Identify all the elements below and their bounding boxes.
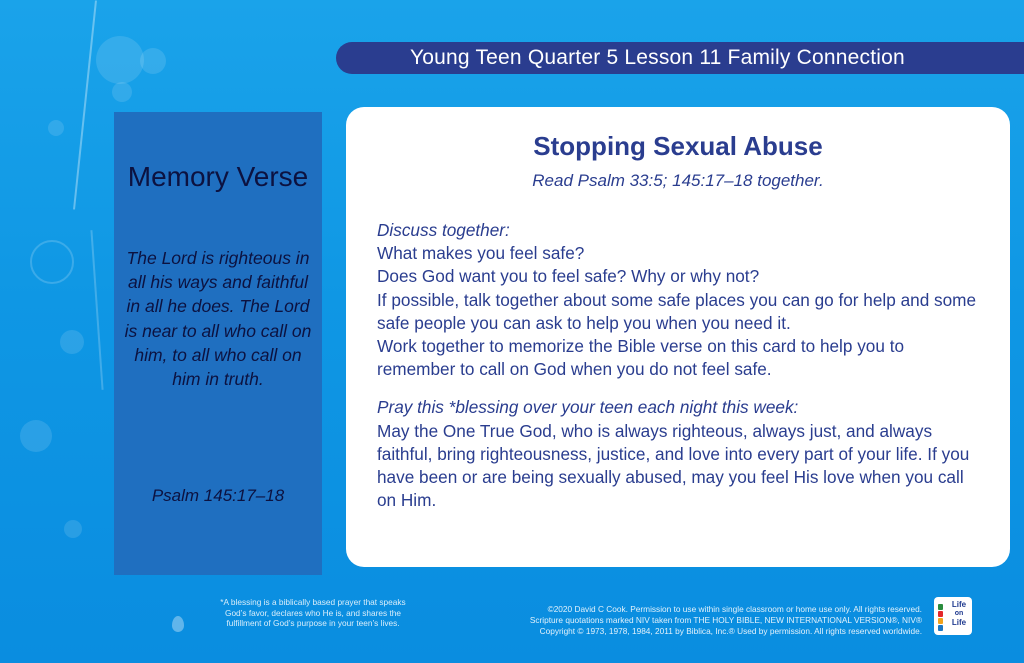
logo-text bbox=[947, 600, 971, 628]
copyright-line: Copyright © 1973, 1978, 1984, 2011 by Biblica, Inc.® Used by permission. All rights reserved worldwide. bbox=[539, 625, 922, 636]
background-bubble bbox=[96, 36, 144, 84]
memory-verse-reference: Psalm 145:17–18 bbox=[151, 486, 285, 505]
background-streak bbox=[73, 0, 97, 209]
background-streak bbox=[90, 230, 103, 390]
discuss-item: What makes you feel safe? bbox=[377, 243, 585, 264]
background-bubble bbox=[20, 420, 52, 452]
footnote-line: fulfillment of God’s purpose in your teen’s lives. bbox=[226, 618, 400, 628]
discuss-item: Does God want you to feel safe? Why or why not? bbox=[377, 266, 760, 287]
lesson-subtitle: Read Psalm 33:5; 145:17–18 together. bbox=[532, 171, 824, 190]
logo-mark-icon bbox=[938, 604, 946, 630]
background-bubble bbox=[112, 82, 132, 102]
lesson-body bbox=[377, 219, 987, 512]
background-bubble bbox=[140, 48, 166, 74]
lesson-title: Stopping Sexual Abuse bbox=[533, 131, 823, 161]
background-bubble bbox=[64, 520, 82, 538]
discuss-item: Work together to memorize the Bible verse on this card to help you to remember to call on God when you do not feel safe. bbox=[377, 336, 905, 380]
memory-verse-text: The Lord is righteous in all his ways and faithful in all he does. The Lord is near to all who call on him, to all who call on him in truth. bbox=[124, 248, 312, 390]
memory-verse-title: Memory Verse bbox=[127, 161, 309, 192]
pray-heading: Pray this *blessing over your teen each night this week: bbox=[377, 397, 799, 418]
lesson-card bbox=[346, 107, 1010, 567]
copyright-notice bbox=[448, 604, 922, 636]
logo-line: Life bbox=[951, 618, 967, 627]
copyright-line: Scripture quotations marked NIV taken from THE HOLY BIBLE, NEW INTERNATIONAL VERSION®, NIV® bbox=[529, 614, 922, 625]
copyright-line: ©2020 David C Cook. Permission to use within single classroom or home use only. All rights reserved. bbox=[547, 604, 922, 614]
blessing-footnote bbox=[200, 597, 426, 629]
logo-line: Life bbox=[951, 600, 967, 609]
footnote-line: God’s favor, declares who He is, and shares the bbox=[224, 607, 402, 618]
memory-verse-panel bbox=[114, 112, 322, 575]
background-bubble bbox=[60, 330, 84, 354]
discuss-item: If possible, talk together about some safe places you can go for help and some safe people you can ask to help you when you need it. bbox=[377, 289, 977, 333]
life-on-life-logo bbox=[934, 597, 972, 635]
paragraph-gap bbox=[377, 381, 987, 396]
background-bubble bbox=[48, 120, 64, 136]
footnote-line: *A blessing is a biblically based prayer that speaks bbox=[220, 597, 406, 607]
background-bubble bbox=[30, 240, 74, 284]
blessing-text: May the One True God, who is always righteous, always just, and always faithful, bring righteousness, justice, and love into every part of your life. If you have been or are being sexually abused, may you feel His love when you call on Him. bbox=[377, 420, 970, 511]
water-drop-icon bbox=[172, 616, 184, 632]
discuss-heading: Discuss together: bbox=[377, 220, 510, 240]
header-bar bbox=[336, 42, 1024, 74]
header-title: Young Teen Quarter 5 Lesson 11 Family Connection bbox=[410, 46, 905, 69]
logo-line: on bbox=[954, 610, 964, 617]
